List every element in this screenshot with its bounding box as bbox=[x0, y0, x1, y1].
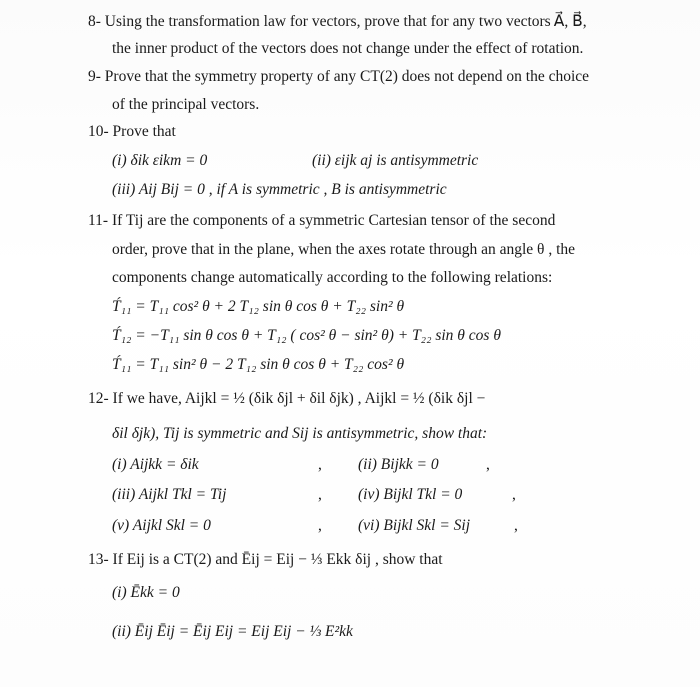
q10-item-ii: (ii) εijk aj is antisymmetric bbox=[312, 152, 479, 169]
q11-line3: components change automatically according to the following relations: bbox=[112, 269, 553, 286]
q13-item-i: (i) Ēkk = 0 bbox=[112, 584, 180, 601]
q10-item-iii: (iii) Aij Bij = 0 , if A is symmetric , B is antisymmetric bbox=[112, 181, 447, 198]
q13-item-ii: (ii) Ēij Ēij = Ēij Eij = Eij Eij − ⅓ E²kk bbox=[112, 623, 353, 640]
q12-line2: δil δjk), Tij is symmetric and Sij is antisymmetric, show that: bbox=[112, 425, 488, 442]
q10-item-i: (i) δik εikm = 0 bbox=[112, 152, 208, 169]
q12-comma-4: , bbox=[512, 486, 516, 503]
q8-line1: 8- Using the transformation law for vectors, prove that for any two vectors A⃗, B⃗, bbox=[88, 13, 587, 30]
q12-item-vi: (vi) Bijkl Skl = Sij bbox=[358, 517, 471, 534]
q11-equation-2: T́₁₂ = −T₁₁ sin θ cos θ + T₁₂ ( cos² θ − sin² θ) + T₂₂ sin θ cos θ bbox=[112, 327, 501, 344]
q12-comma-5: , bbox=[318, 517, 322, 534]
q11-equation-3: T́₁₁ = T₁₁ sin² θ − 2 T₁₂ sin θ cos θ + T₂₂ cos² θ bbox=[112, 356, 405, 373]
q12-item-v: (v) Aijkl Skl = 0 bbox=[112, 517, 211, 534]
q12-item-i: (i) Aijkk = δik bbox=[112, 456, 199, 473]
q13-line1: 13- If Eij is a CT(2) and Ēij = Eij − ⅓ Ekk δij , show that bbox=[88, 551, 443, 568]
q12-item-iv: (iv) Bijkl Tkl = 0 bbox=[358, 486, 463, 503]
q12-line1: 12- If we have, Aijkl = ½ (δik δjl + δil δjk) , Aijkl = ½ (δik δjl − bbox=[88, 390, 486, 407]
q12-comma-6: , bbox=[514, 517, 518, 534]
q11-equation-1: T́₁₁ = T₁₁ cos² θ + 2 T₁₂ sin θ cos θ + T₂₂ sin² θ bbox=[112, 298, 405, 315]
q8-line2: the inner product of the vectors does not change under the effect of rotation. bbox=[112, 40, 584, 57]
q12-comma-2: , bbox=[486, 456, 490, 473]
q9-line2: of the principal vectors. bbox=[112, 96, 260, 113]
q12-item-iii: (iii) Aijkl Tkl = Tij bbox=[112, 486, 227, 503]
q9-line1: 9- Prove that the symmetry property of any CT(2) does not depend on the choice bbox=[88, 68, 590, 85]
q11-line2: order, prove that in the plane, when the axes rotate through an angle θ , the bbox=[112, 241, 576, 258]
q12-comma-1: , bbox=[318, 456, 322, 473]
q12-item-ii: (ii) Bijkk = 0 bbox=[358, 456, 439, 473]
q11-line1: 11- If Tij are the components of a symmetric Cartesian tensor of the second bbox=[88, 212, 556, 229]
q12-comma-3: , bbox=[318, 486, 322, 503]
q10-header: 10- Prove that bbox=[88, 123, 176, 140]
